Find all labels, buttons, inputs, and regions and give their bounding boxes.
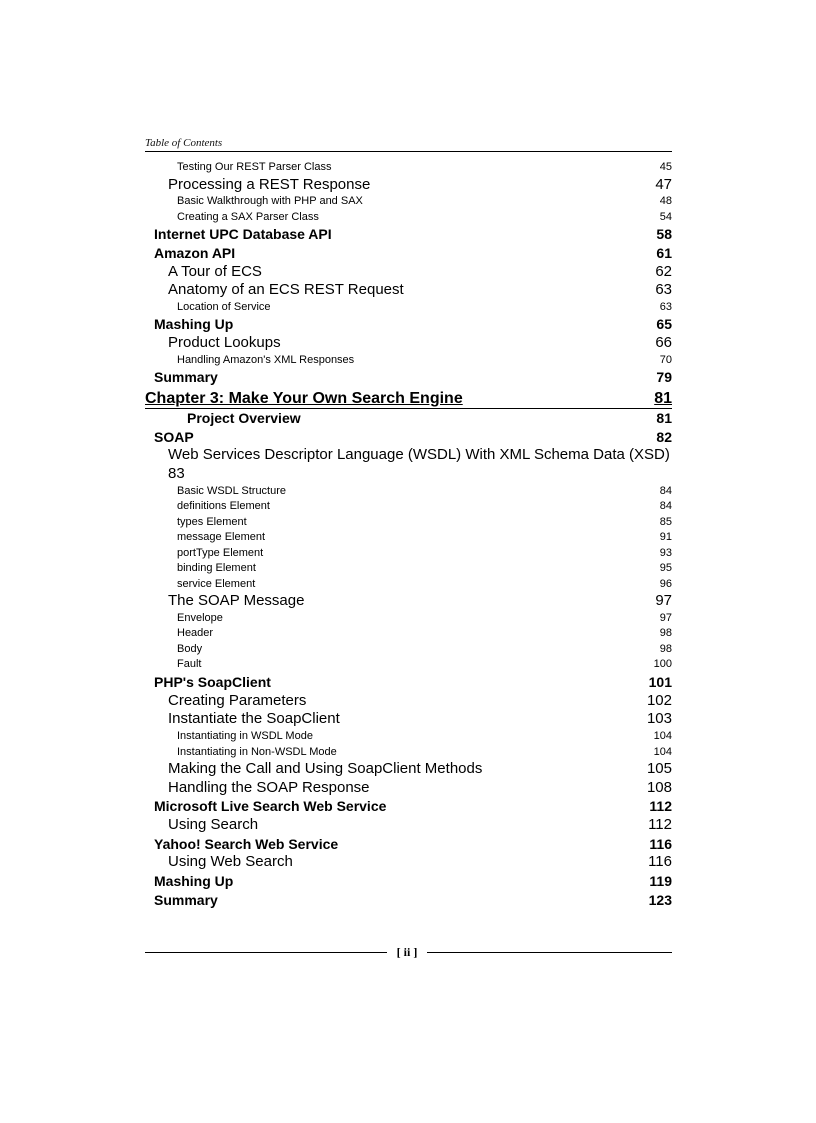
toc-chapter-entry[interactable] (145, 389, 672, 409)
toc-subsubsection-entry[interactable] (145, 745, 672, 761)
toc-entry-title: definitions Element (177, 500, 270, 513)
toc-entry-title: message Element (177, 531, 266, 544)
toc-subsection-entry[interactable] (145, 592, 672, 611)
toc-section-entry[interactable] (145, 225, 672, 244)
toc-entry-title: Handling the SOAP Response (168, 778, 370, 796)
toc-entry-title: Header (177, 627, 214, 640)
footer-rule-right (427, 952, 672, 953)
footer-rule-left (145, 952, 387, 953)
toc-subsection-entry[interactable] (145, 334, 672, 353)
toc-subsection-entry[interactable] (145, 853, 672, 872)
toc-subsection-entry[interactable] (145, 710, 672, 729)
toc-entry-title: Yahoo! Search Web Service (154, 835, 339, 852)
toc-subsection-entry[interactable] (145, 779, 672, 798)
toc-entry-title: types Element (177, 515, 247, 528)
toc-entry-title: Fault (177, 658, 202, 671)
toc-section-entry[interactable] (145, 428, 672, 447)
toc-section-entry[interactable] (145, 315, 672, 334)
toc-section-entry[interactable] (145, 797, 672, 816)
toc-entry-title: Instantiating in Non-WSDL Mode (177, 745, 337, 758)
toc-entry-title: Internet UPC Database API (154, 226, 332, 243)
toc-section-entry[interactable] (145, 368, 672, 387)
toc-entry-page: 62 (655, 262, 672, 280)
toc-subsection-entry[interactable] (145, 692, 672, 711)
toc-subsubsection-entry[interactable] (145, 657, 672, 673)
toc-entry-page: 58 (656, 226, 672, 243)
toc-subsubsection-entry[interactable] (145, 194, 672, 210)
toc-subsection-entry[interactable] (145, 760, 672, 779)
toc-entry-title: portType Element (177, 546, 264, 559)
toc-entry-title: Creating a SAX Parser Class (177, 210, 319, 223)
toc-subsubsection-entry[interactable] (145, 626, 672, 642)
toc-entry-page: 81 (654, 390, 672, 407)
toc-subsubsection-entry[interactable] (145, 353, 672, 369)
toc-entry-page: 83 (168, 465, 185, 483)
toc-entry-title: Using Search (168, 816, 259, 834)
toc-entry-page: 66 (655, 334, 672, 352)
toc-section-entry[interactable] (145, 409, 672, 428)
toc-entry-page: 100 (653, 658, 672, 671)
toc-entry-page: 54 (659, 210, 672, 223)
toc-entry-title: Testing Our REST Parser Class (177, 161, 332, 173)
footer-page-number: [ ii ] (396, 945, 418, 959)
toc-entry-title: Mashing Up (154, 873, 234, 890)
toc-entry-title: Summary (154, 891, 218, 908)
toc-entry-page: 45 (659, 161, 672, 173)
toc-entry-page: 65 (656, 316, 672, 333)
toc-entry-title: SOAP (154, 428, 194, 445)
toc-entry-page: 81 (656, 410, 672, 426)
toc-subsection-entry[interactable] (145, 281, 672, 300)
toc-entry-page: 63 (655, 281, 672, 299)
toc-subsubsection-entry[interactable] (145, 611, 672, 627)
toc-entry-page: 104 (653, 745, 672, 758)
toc-entry-title: Amazon API (154, 244, 236, 261)
toc-entry-page: 123 (648, 891, 672, 908)
toc-entry-page: 116 (649, 835, 672, 852)
toc-entry-page: 97 (655, 592, 672, 610)
toc-entry-page: 48 (659, 195, 672, 208)
toc-subsubsection-entry[interactable] (145, 484, 672, 500)
toc-subsubsection-entry[interactable] (145, 577, 672, 593)
toc-entry-page: 98 (659, 627, 672, 640)
toc-entry-page: 116 (648, 853, 672, 871)
toc-entry-title: Project Overview (187, 410, 301, 426)
toc-entry-title: Summary (154, 369, 218, 386)
toc-entry-title: Creating Parameters (168, 691, 307, 709)
toc-entry-page: 108 (646, 778, 672, 796)
toc-subsection-entry[interactable] (145, 176, 672, 195)
toc-subsection-entry[interactable] (145, 446, 672, 483)
toc-entry-page: 105 (646, 760, 672, 778)
toc-entry-page: 84 (659, 484, 672, 497)
toc-section-entry[interactable] (145, 673, 672, 692)
toc-subsubsection-entry[interactable] (145, 499, 672, 515)
toc-entry-page: 95 (659, 562, 672, 575)
toc-subsection-entry[interactable] (145, 263, 672, 282)
running-header: Table of Contents (145, 137, 223, 149)
toc-entry-page: 84 (659, 500, 672, 513)
toc-entry-title: PHP's SoapClient (154, 673, 271, 690)
toc-entry-title: Using Web Search (168, 853, 293, 871)
toc-section-entry[interactable] (145, 891, 672, 910)
toc-entry-page: 85 (659, 515, 672, 528)
toc-subsubsection-entry[interactable] (145, 515, 672, 531)
toc-entry-page: 61 (656, 244, 672, 261)
toc-entry-page: 104 (653, 730, 672, 743)
toc-subsubsection-entry[interactable] (145, 530, 672, 546)
header-rule (145, 151, 672, 152)
toc-entry-title: Basic Walkthrough with PHP and SAX (177, 195, 363, 208)
toc-subsubsection-entry[interactable] (145, 300, 672, 316)
toc-entry-page: 102 (646, 691, 672, 709)
toc-entry-page: 96 (659, 577, 672, 590)
toc-subsubsection-entry[interactable] (145, 729, 672, 745)
toc-section-entry[interactable] (145, 835, 672, 854)
toc-subsection-entry[interactable] (145, 816, 672, 835)
toc-entry-title: Mashing Up (154, 316, 234, 333)
toc-entry-title: Body (177, 642, 203, 655)
toc-entry-title: The SOAP Message (168, 592, 305, 610)
toc-entry-title: A Tour of ECS (168, 262, 262, 280)
toc-section-entry[interactable] (145, 244, 672, 263)
toc-entry-title: Microsoft Live Search Web Service (154, 798, 387, 815)
toc-entry-title: Basic WSDL Structure (177, 484, 287, 497)
toc-entry-page: 112 (649, 798, 672, 815)
table-of-contents (145, 160, 672, 910)
toc-entry-page: 93 (659, 546, 672, 559)
toc-entry-page: 79 (656, 369, 672, 386)
toc-subsubsection-entry[interactable] (145, 546, 672, 562)
toc-entry-title: Instantiating in WSDL Mode (177, 730, 313, 743)
toc-subsubsection-entry[interactable] (145, 160, 672, 176)
toc-entry-page: 101 (648, 673, 672, 690)
toc-entry-title: Envelope (177, 611, 223, 624)
toc-entry-page: 63 (659, 300, 672, 313)
toc-subsubsection-entry[interactable] (145, 210, 672, 226)
toc-entry-title: Instantiate the SoapClient (168, 710, 340, 728)
toc-section-entry[interactable] (145, 872, 672, 891)
toc-subsubsection-entry[interactable] (145, 561, 672, 577)
toc-entry-title: binding Element (177, 562, 256, 575)
toc-entry-page: 47 (655, 175, 672, 193)
toc-entry-page: 91 (659, 531, 672, 544)
toc-entry-title: Processing a REST Response (168, 175, 371, 193)
toc-subsubsection-entry[interactable] (145, 642, 672, 658)
toc-entry-title: Chapter 3: Make Your Own Search Engine (145, 390, 463, 407)
toc-entry-title: Handling Amazon's XML Responses (177, 353, 355, 366)
toc-entry-page: 98 (659, 642, 672, 655)
toc-entry-title: Web Services Descriptor Language (WSDL) With XML Schema Data (XSD) (168, 446, 670, 464)
toc-entry-page: 97 (659, 611, 672, 624)
toc-entry-page: 82 (656, 428, 672, 445)
toc-entry-page: 112 (648, 816, 672, 834)
toc-entry-page: 70 (659, 353, 672, 366)
toc-entry-title: Making the Call and Using SoapClient Methods (168, 760, 483, 778)
toc-entry-page: 103 (646, 710, 672, 728)
toc-entry-page: 119 (649, 873, 672, 890)
toc-entry-title: Anatomy of an ECS REST Request (168, 281, 404, 299)
toc-entry-title: service Element (177, 577, 256, 590)
toc-entry-title: Location of Service (177, 300, 271, 313)
toc-entry-title: Product Lookups (168, 334, 281, 352)
